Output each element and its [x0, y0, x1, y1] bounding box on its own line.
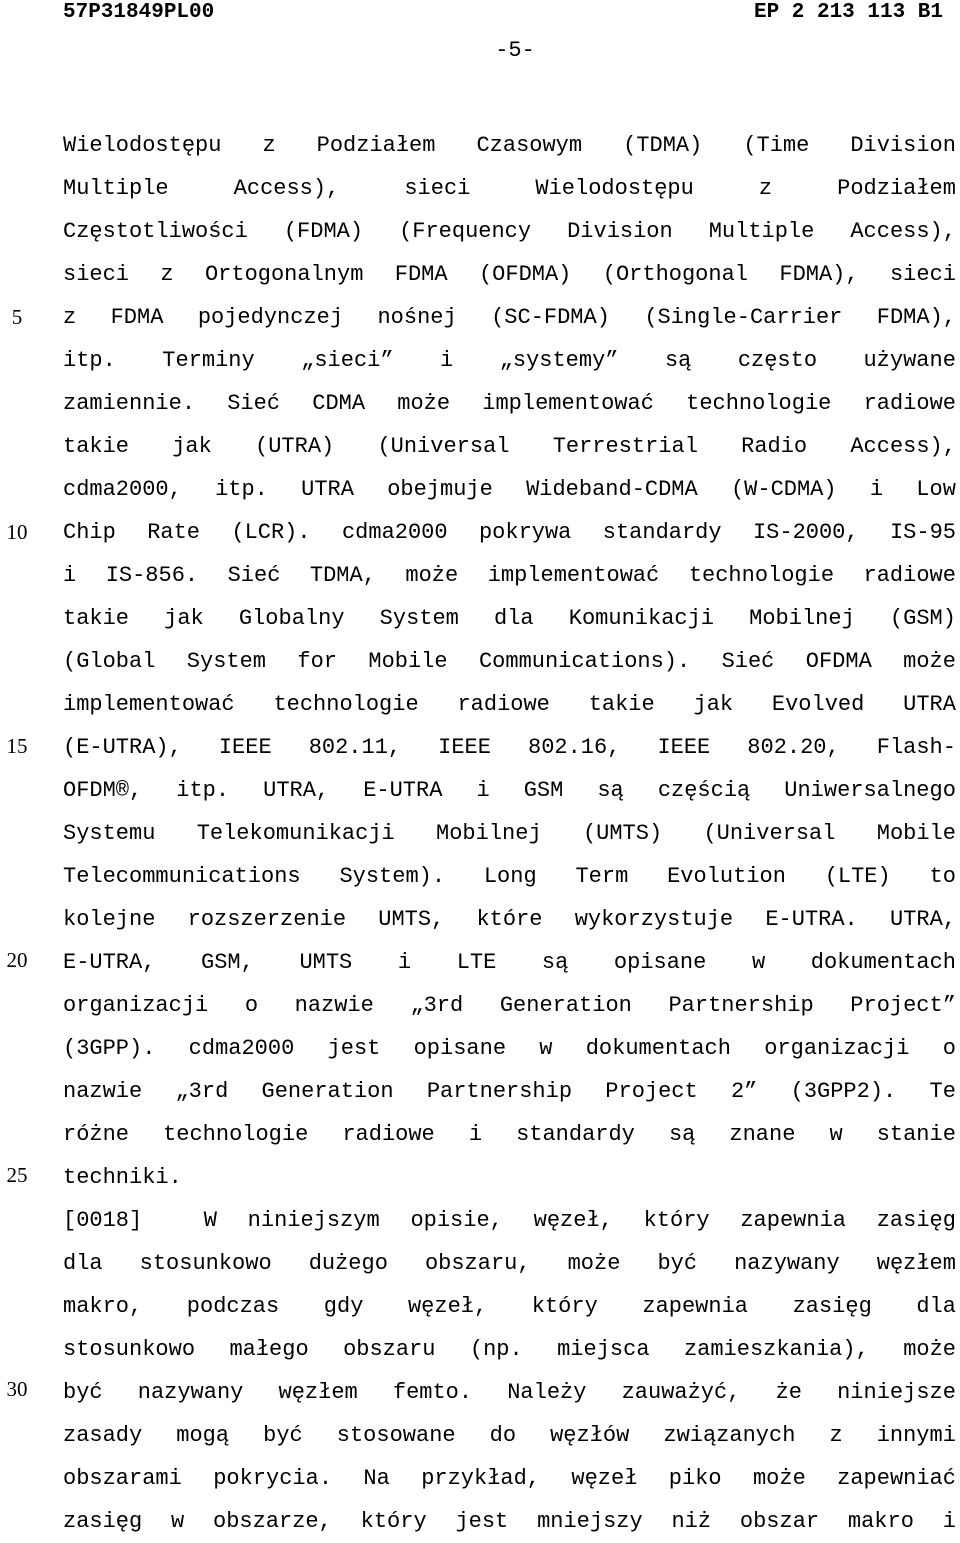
text-line: z FDMA pojedynczej nośnej (SC-FDMA) (Single-Carrier FDMA),	[63, 305, 956, 330]
line-number-20: 20	[6, 948, 28, 972]
line-number-25: 25	[6, 1163, 28, 1187]
text-line: techniki.	[63, 1165, 182, 1190]
text-line: kolejne rozszerzenie UMTS, które wykorzystuje E-UTRA. UTRA,	[63, 907, 956, 932]
line-number-15: 15	[6, 734, 28, 758]
text-line: Systemu Telekomunikacji Mobilnej (UMTS) (Universal Mobile	[63, 821, 956, 846]
text-line: sieci z Ortogonalnym FDMA (OFDMA) (Orthogonal FDMA), sieci	[63, 262, 956, 287]
text-line: zasięg w obszarze, który jest mniejszy niż obszar makro i	[63, 1509, 956, 1534]
text-line: Multiple Access), sieci Wielodostępu z Podziałem	[63, 176, 956, 201]
text-line: i IS-856. Sieć TDMA, może implementować technologie radiowe	[63, 563, 956, 588]
line-number-5: 5	[11, 305, 23, 329]
text-line: Chip Rate (LCR). cdma2000 pokrywa standardy IS-2000, IS-95	[63, 520, 956, 545]
text-line: makro, podczas gdy węzeł, który zapewnia zasięg dla	[63, 1294, 956, 1319]
page-number: -5-	[495, 38, 535, 63]
text-line: takie jak Globalny System dla Komunikacji Mobilnej (GSM)	[63, 606, 956, 631]
text-line: dla stosunkowo dużego obszaru, może być nazywany węzłem	[63, 1251, 956, 1276]
text-line: takie jak (UTRA) (Universal Terrestrial Radio Access),	[63, 434, 956, 459]
text-line: itp. Terminy „sieci” i „systemy” są często używane	[63, 348, 956, 373]
text-line: zasady mogą być stosowane do węzłów związanych z innymi	[63, 1423, 956, 1448]
text-line: (E-UTRA), IEEE 802.11, IEEE 802.16, IEEE 802.20, Flash-	[63, 735, 956, 760]
line-number-10: 10	[6, 520, 28, 544]
text-line: OFDM®, itp. UTRA, E-UTRA i GSM są częścią Uniwersalnego	[63, 778, 956, 803]
text-line: E-UTRA, GSM, UMTS i LTE są opisane w dokumentach	[63, 950, 956, 975]
text-line: [0018] W niniejszym opisie, węzeł, który zapewnia zasięg	[63, 1208, 956, 1233]
text-line: obszarami pokrycia. Na przykład, węzeł piko może zapewniać	[63, 1466, 956, 1491]
text-line: Telecommunications System). Long Term Evolution (LTE) to	[63, 864, 956, 889]
body-text	[63, 124, 956, 1543]
text-line: organizacji o nazwie „3rd Generation Partnership Project”	[63, 993, 956, 1018]
text-line: nazwie „3rd Generation Partnership Project 2” (3GPP2). Te	[63, 1079, 956, 1104]
text-line: różne technologie radiowe i standardy są znane w stanie	[63, 1122, 956, 1147]
text-line: (3GPP). cdma2000 jest opisane w dokumentach organizacji o	[63, 1036, 956, 1061]
text-line: być nazywany węzłem femto. Należy zauważyć, że niniejsze	[63, 1380, 956, 1405]
text-line: stosunkowo małego obszaru (np. miejsca zamieszkania), może	[63, 1337, 956, 1362]
text-line: Częstotliwości (FDMA) (Frequency Division Multiple Access),	[63, 219, 956, 244]
text-line: implementować technologie radiowe takie jak Evolved UTRA	[63, 692, 956, 717]
patent-number: EP 2 213 113 B1	[753, 1, 943, 24]
text-line: Wielodostępu z Podziałem Czasowym (TDMA) (Time Division	[63, 133, 956, 158]
line-number-30: 30	[6, 1377, 28, 1401]
text-line: cdma2000, itp. UTRA obejmuje Wideband-CDMA (W-CDMA) i Low	[63, 477, 956, 502]
text-line: zamiennie. Sieć CDMA może implementować technologie radiowe	[63, 391, 956, 416]
text-line: (Global System for Mobile Communications). Sieć OFDMA może	[63, 649, 956, 674]
document-id: 57P31849PL00	[63, 1, 215, 24]
